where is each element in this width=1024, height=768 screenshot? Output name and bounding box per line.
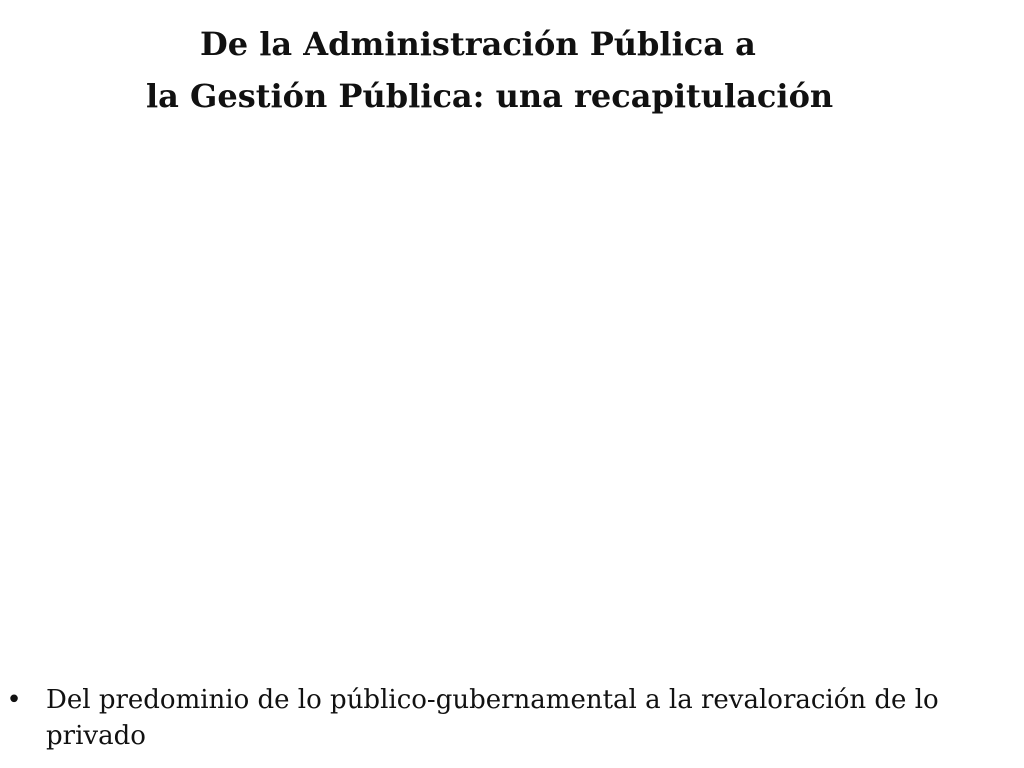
bullet-text: Del predominio de lo público-gubernamental a la revaloración de lo privado [46,685,939,751]
bullet-icon: • [6,685,22,715]
title-line-2: la Gestión Pública: una recapitulación [146,77,834,115]
bullet-item [0,682,1024,762]
title-line-1: De la Administración Pública a [200,25,756,63]
